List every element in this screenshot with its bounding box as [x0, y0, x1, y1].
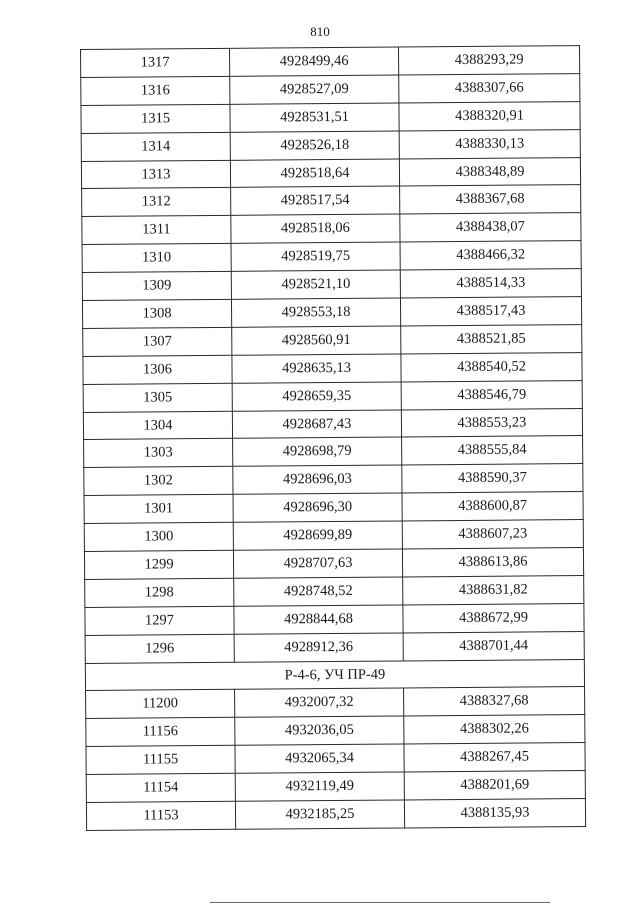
- point-number-cell: 1303: [84, 439, 233, 468]
- y-coordinate-cell: 4388514,33: [400, 269, 581, 298]
- table-row: [82, 185, 581, 217]
- table-row: [86, 771, 585, 803]
- y-coordinate-cell: 4388701,44: [403, 631, 584, 660]
- y-coordinate-cell: 4388330,13: [399, 129, 580, 158]
- x-coordinate-cell: 4928531,51: [230, 103, 399, 132]
- table-row: [86, 715, 585, 747]
- x-coordinate-cell: 4928560,91: [232, 326, 401, 355]
- table-row: [82, 269, 581, 301]
- table-row: [81, 46, 580, 78]
- table-row: [84, 436, 583, 468]
- x-coordinate-cell: 4928517,54: [231, 186, 400, 215]
- y-coordinate-cell: 4388302,26: [404, 715, 585, 744]
- point-number-cell: 1317: [81, 48, 230, 77]
- y-coordinate-cell: 4388546,79: [401, 380, 582, 409]
- point-number-cell: 1306: [83, 355, 232, 384]
- x-coordinate-cell: 4928659,35: [232, 382, 401, 411]
- table-row: [85, 603, 584, 635]
- table-row: [83, 324, 582, 356]
- point-number-cell: 1299: [84, 550, 233, 579]
- x-coordinate-cell: 4928518,64: [230, 159, 399, 188]
- y-coordinate-cell: 4388293,29: [398, 46, 579, 75]
- y-coordinate-cell: 4388631,82: [403, 575, 584, 604]
- x-coordinate-cell: 4928553,18: [231, 298, 400, 327]
- x-coordinate-cell: 4928699,89: [233, 521, 402, 550]
- x-coordinate-cell: 4932119,49: [235, 772, 404, 801]
- y-coordinate-cell: 4388607,23: [402, 520, 583, 549]
- point-number-cell: 11156: [86, 718, 235, 747]
- table-row: [81, 73, 580, 105]
- point-number-cell: 1313: [81, 160, 230, 189]
- y-coordinate-cell: 4388367,68: [400, 185, 581, 214]
- point-number-cell: 1314: [81, 132, 230, 161]
- point-number-cell: 1300: [84, 522, 233, 551]
- point-number-cell: 11153: [86, 801, 235, 830]
- x-coordinate-cell: 4928687,43: [232, 410, 401, 439]
- x-coordinate-cell: 4928748,52: [234, 577, 403, 606]
- point-number-cell: 1305: [83, 383, 232, 412]
- point-number-cell: 11200: [86, 690, 235, 719]
- point-number-cell: 1304: [83, 411, 232, 440]
- y-coordinate-cell: 4388555,84: [402, 436, 583, 465]
- point-number-cell: 1311: [82, 216, 231, 245]
- y-coordinate-cell: 4388201,69: [404, 771, 585, 800]
- table-row: [84, 464, 583, 496]
- x-coordinate-cell: 4928499,46: [229, 47, 398, 76]
- table-row: [83, 352, 582, 384]
- x-coordinate-cell: 4928521,10: [231, 270, 400, 299]
- table-row: [81, 129, 580, 161]
- y-coordinate-cell: 4388327,68: [404, 687, 585, 716]
- y-coordinate-cell: 4388540,52: [401, 352, 582, 381]
- point-number-cell: 1312: [82, 188, 231, 217]
- point-number-cell: 1297: [85, 606, 234, 635]
- x-coordinate-cell: 4928635,13: [232, 354, 401, 383]
- y-coordinate-cell: 4388348,89: [399, 157, 580, 186]
- point-number-cell: 1301: [84, 495, 233, 524]
- table-row: [83, 408, 582, 440]
- y-coordinate-cell: 4388521,85: [401, 324, 582, 353]
- y-coordinate-cell: 4388613,86: [402, 548, 583, 577]
- table-row: [82, 213, 581, 245]
- x-coordinate-cell: 4932036,05: [235, 716, 404, 745]
- y-coordinate-cell: 4388517,43: [400, 297, 581, 326]
- table-row: [82, 241, 581, 273]
- y-coordinate-cell: 4388267,45: [404, 743, 585, 772]
- x-coordinate-cell: 4932065,34: [235, 744, 404, 773]
- coordinates-table: [80, 45, 586, 831]
- x-coordinate-cell: 4928696,30: [233, 493, 402, 522]
- point-number-cell: 1302: [84, 467, 233, 496]
- table-row: [84, 520, 583, 552]
- x-coordinate-cell: 4932185,25: [235, 800, 404, 829]
- page-number: 810: [310, 24, 330, 39]
- point-number-cell: 1315: [81, 104, 230, 133]
- page-bottom-rule: [210, 902, 550, 903]
- y-coordinate-cell: 4388307,66: [399, 73, 580, 102]
- table-row: [81, 101, 580, 133]
- x-coordinate-cell: 4928912,36: [234, 633, 403, 662]
- x-coordinate-cell: 4928698,79: [233, 437, 402, 466]
- point-number-cell: 11155: [86, 746, 235, 775]
- y-coordinate-cell: 4388553,23: [401, 408, 582, 437]
- x-coordinate-cell: 4928707,63: [233, 549, 402, 578]
- y-coordinate-cell: 4388600,87: [402, 492, 583, 521]
- y-coordinate-cell: 4388466,32: [400, 241, 581, 270]
- y-coordinate-cell: 4388320,91: [399, 101, 580, 130]
- section-header-row: [85, 659, 584, 691]
- x-coordinate-cell: 4928526,18: [230, 131, 399, 160]
- table-row: [81, 157, 580, 189]
- point-number-cell: 1308: [82, 299, 231, 328]
- y-coordinate-cell: 4388672,99: [403, 603, 584, 632]
- coordinates-table-body: [81, 46, 586, 831]
- point-number-cell: 1298: [85, 578, 234, 607]
- x-coordinate-cell: 4928844,68: [234, 605, 403, 634]
- x-coordinate-cell: 4928696,03: [233, 465, 402, 494]
- point-number-cell: 1307: [83, 327, 232, 356]
- section-title: Р-4-6, УЧ ПР-49: [85, 659, 584, 691]
- table-row: [82, 297, 581, 329]
- table-row: [85, 631, 584, 663]
- table-row: [85, 575, 584, 607]
- table-row: [84, 492, 583, 524]
- x-coordinate-cell: 4928527,09: [230, 75, 399, 104]
- x-coordinate-cell: 4928518,06: [231, 214, 400, 243]
- table-row: [84, 548, 583, 580]
- x-coordinate-cell: 4932007,32: [235, 688, 404, 717]
- point-number-cell: 1296: [85, 634, 234, 663]
- point-number-cell: 1309: [82, 271, 231, 300]
- y-coordinate-cell: 4388438,07: [400, 213, 581, 242]
- table-row: [86, 743, 585, 775]
- y-coordinate-cell: 4388590,37: [402, 464, 583, 493]
- table-row: [83, 380, 582, 412]
- y-coordinate-cell: 4388135,93: [404, 799, 585, 828]
- point-number-cell: 11154: [86, 773, 235, 802]
- point-number-cell: 1316: [81, 76, 230, 105]
- x-coordinate-cell: 4928519,75: [231, 242, 400, 271]
- point-number-cell: 1310: [82, 244, 231, 273]
- table-row: [86, 799, 585, 831]
- table-row: [86, 687, 585, 719]
